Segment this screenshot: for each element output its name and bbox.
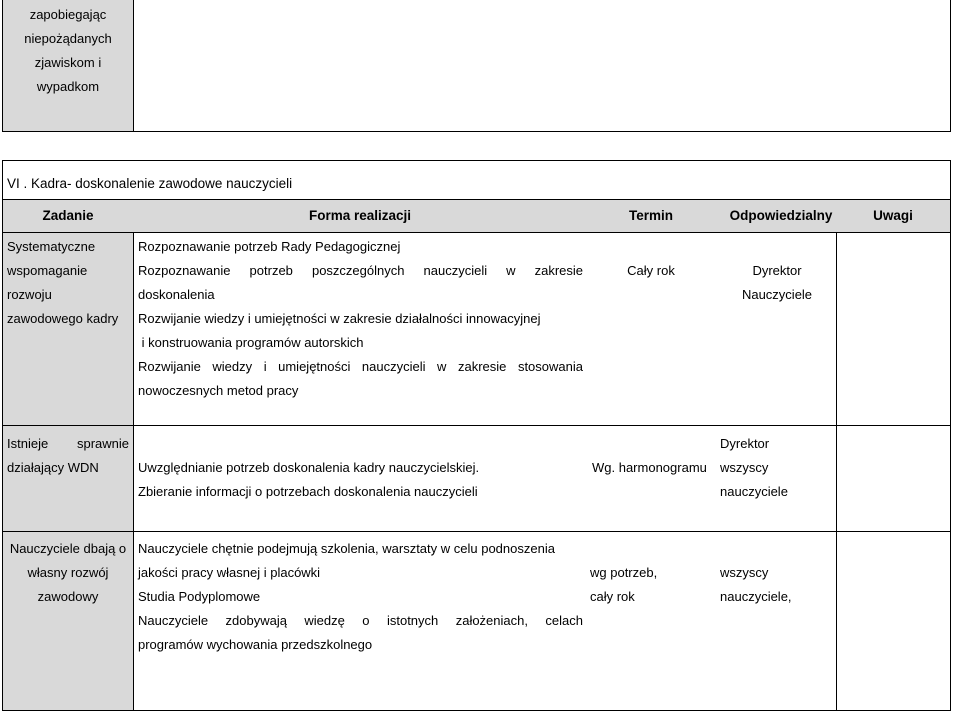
row2-forma [138, 456, 583, 504]
row1-forma-line: doskonalenia [138, 287, 215, 302]
top-line-1: zapobiegając [29, 7, 107, 22]
header-uwagi: Uwagi [873, 208, 913, 223]
header-bottom [2, 232, 951, 233]
top-line-3: zjawiskom i [34, 55, 102, 70]
row3-termin-line: wg potrzeb, [590, 565, 658, 580]
row2-odp-line: nauczyciele [720, 484, 788, 499]
row3-zadanie [3, 537, 133, 609]
row3-forma-line: Nauczyciele chętnie podejmują szkolenia, warsztaty w celu podnoszenia [138, 541, 555, 556]
row1-odpowiedzialny [716, 259, 838, 307]
row1-zadanie-line: rozwoju [7, 287, 52, 302]
row1-zadanie-line: wspomaganie [7, 263, 88, 278]
row3-forma [138, 537, 583, 657]
row1-bottom [2, 425, 951, 426]
row3-odp-line: wszyscy [720, 565, 769, 580]
row3-forma-line: Studia Podyplomowe [138, 589, 261, 604]
row3-forma-line: jakości pracy własnej i placówki [138, 565, 321, 580]
row1-zadanie-line: zawodowego kadry [7, 311, 119, 326]
row3-termin-line: cały rok [590, 589, 635, 604]
header-termin: Termin [628, 208, 673, 223]
top-line-2: niepożądanych [24, 31, 112, 46]
row3-odpowiedzialny [720, 561, 834, 609]
row2-odpowiedzialny [720, 432, 834, 504]
top-table [2, 0, 951, 132]
row3-zadanie-line: Nauczyciele dbają o [9, 541, 127, 556]
row3-odp-line: nauczyciele, [720, 589, 792, 604]
row1-forma [138, 235, 583, 403]
row2-odp-line: Dyrektor [720, 436, 770, 451]
row1-forma-line: Rozwijanie wiedzy i umiejętności w zakresie działalności innowacyjnej [138, 311, 541, 326]
row1-zadanie-line: Systematyczne [7, 239, 96, 254]
section-title: VI . Kadra- doskonalenie zawodowe nauczycieli [7, 176, 293, 191]
row2-zadanie-line: działający WDN [7, 460, 99, 475]
row1-zadanie [7, 235, 129, 331]
row2-termin: Wg. harmonogramu [592, 460, 707, 475]
col-divider-1 [133, 233, 134, 710]
row3-forma-line: Nauczyciele zdobywają wiedzę o istotnych założeniach, celach [138, 613, 583, 628]
row1-odp-line: Dyrektor [752, 263, 802, 278]
row1-forma-line: Rozpoznawanie potrzeb Rady Pedagogicznej [138, 239, 401, 254]
row3-zadanie-line: zawodowy [37, 589, 99, 604]
row1-forma-line: Rozpoznawanie potrzeb poszczególnych nauczycieli w zakresie [138, 263, 583, 278]
row2-zadanie-line: Istnieje sprawnie [7, 436, 129, 451]
row3-forma-line: programów wychowania przedszkolnego [138, 637, 373, 652]
row1-forma-line: nowoczesnych metod pracy [138, 383, 299, 398]
row1-forma-line: Rozwijanie wiedzy i umiejętności nauczycieli w zakresie stosowania [138, 359, 583, 374]
row3-zadanie-line: własny rozwój [27, 565, 109, 580]
header-zadanie: Zadanie [42, 208, 94, 223]
top-table-divider [133, 0, 134, 132]
row2-forma-line: Uwzględnianie potrzeb doskonalenia kadry nauczycielskiej. [138, 460, 480, 475]
row1-forma-line: i konstruowania programów autorskich [138, 335, 364, 350]
row1-odp-line: Nauczyciele [741, 287, 813, 302]
top-table-task-text [3, 3, 133, 99]
row2-bottom [2, 531, 951, 532]
row2-zadanie [7, 432, 129, 480]
row2-odp-line: wszyscy [720, 460, 769, 475]
header-forma: Forma realizacji [308, 208, 412, 223]
row3-termin [590, 561, 716, 609]
row2-forma-line: Zbieranie informacji o potrzebach doskonalenia nauczycieli [138, 484, 478, 499]
header-odpowiedzialny: Odpowiedzialny [729, 208, 833, 223]
top-line-4: wypadkom [36, 79, 100, 94]
row1-termin: Cały rok [627, 263, 675, 278]
